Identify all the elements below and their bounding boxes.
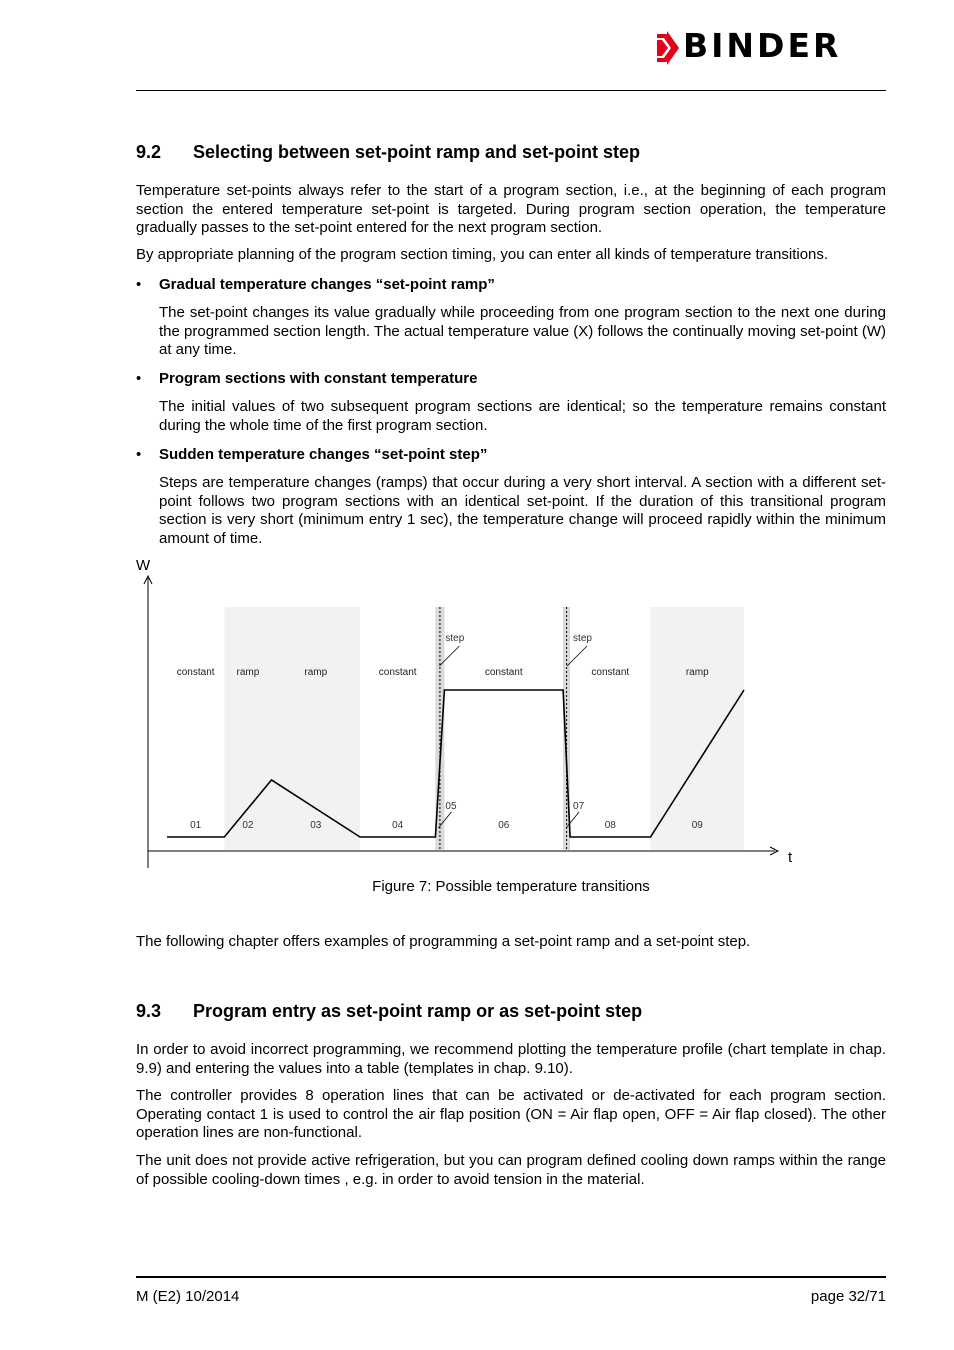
footer-doc-id: M (E2) 10/2014 (136, 1288, 240, 1305)
paragraph-9-3-2: The controller provides 8 operation lines that can be activated or de-activated for each program section. Operating contact 1 is used to control the air flap position (ON = Air flap open, OFF = Air flap closed). The other operation lines are non-functional. (136, 1087, 886, 1141)
section-title: Selecting between set-point ramp and set-point step (193, 142, 641, 162)
paragraph-transition: The following chapter offers examples of programming a set-point ramp and a set-point step. (136, 933, 751, 950)
section-number-label: 09 (691, 820, 703, 831)
bullet-step-text: Steps are temperature changes (ramps) that occur during a very short interval. A section with a different set-point follows two program sections with an identical set-point. If the duration of this transitional program section is very short (minimum entry 1 sec), the temperature change will proceed rapidly within the minimum amount of time. (159, 474, 886, 547)
step-annotation-label: step (573, 633, 592, 644)
section-background-03 (272, 607, 360, 850)
footer-rule (136, 1276, 886, 1278)
section-type-label: ramp (236, 667, 260, 678)
bullet-title: Gradual temperature changes “set-point ramp” (159, 276, 495, 293)
section-background-01 (167, 607, 224, 850)
section-type-label: constant (591, 667, 630, 678)
section-background-04 (360, 607, 435, 850)
header-rule (136, 90, 886, 91)
bullet-dot: • (136, 446, 142, 463)
section-number-label: 03 (310, 820, 322, 831)
bullet-title: Sudden temperature changes “set-point step” (159, 446, 488, 463)
bullet-constant (136, 370, 477, 387)
section-type-label: constant (176, 667, 215, 678)
paragraph-intro-1: Temperature set-points always refer to the start of a program section, i.e., at the beginning of each program section the entered temperature set-point is targeted. During program section operation, the temperature gradually passes to the set-point entered for the next program section. (136, 182, 886, 236)
section-number-label: 01 (190, 820, 202, 831)
section-number-label: 08 (604, 820, 616, 831)
paragraph-intro-2: By appropriate planning of the program section timing, you can enter all kinds of temperature transitions. (136, 246, 829, 263)
section-number-label: 02 (242, 820, 254, 831)
paragraph-9-3-3: The unit does not provide active refrigeration, but you can program defined cooling down ramps within the range of possible cooling-down times , e.g. in order to avoid tension in the material. (136, 1152, 886, 1188)
section-background-02 (224, 607, 271, 850)
section-number-label: 07 (573, 801, 585, 812)
logo-chevron-icon (655, 30, 681, 66)
section-number: 9.3 (136, 1001, 162, 1021)
footer-page-number: page 32/71 (810, 1288, 886, 1305)
section-number-label: 06 (498, 820, 510, 831)
section-type-label: constant (484, 667, 523, 678)
bullet-step (136, 446, 487, 463)
paragraph-9-3-1: In order to avoid incorrect programming, we recommend plotting the temperature profile (chart template in chap. 9.9) and entering the values into a table (templates in chap. 9.10). (136, 1041, 886, 1077)
temperature-transition-chart (120, 550, 810, 872)
section-title: Program entry as set-point ramp or as set-point step (193, 1001, 643, 1021)
section-heading-9-3 (136, 1001, 642, 1022)
section-number-label: 05 (445, 801, 457, 812)
y-axis-label: W (136, 557, 151, 574)
figure-caption: Figure 7: Possible temperature transitions (372, 878, 650, 895)
bullet-constant-text: The initial values of two subsequent program sections are identical; so the temperature remains constant during the whole time of the first program section. (159, 398, 886, 434)
binder-logo (655, 26, 887, 66)
bullet-ramp (136, 276, 495, 293)
bullet-title: Program sections with constant temperature (159, 370, 478, 387)
step-annotation-label: step (445, 633, 465, 644)
section-number-label: 04 (392, 820, 404, 831)
section-type-label: ramp (304, 667, 328, 678)
section-type-label: ramp (685, 667, 709, 678)
bullet-dot: • (136, 370, 142, 387)
logo-text: BINDER (683, 26, 842, 65)
bullet-dot: • (136, 276, 142, 293)
bullet-ramp-text: The set-point changes its value gradually while proceeding from one program section to the next one during the programmed section length. The actual temperature value (X) follows the continually moving set-point (W) at any time. (159, 304, 886, 358)
section-number: 9.2 (136, 142, 162, 162)
section-type-label: constant (378, 667, 417, 678)
section-heading-9-2 (136, 142, 640, 163)
x-axis-label: t (788, 849, 793, 866)
